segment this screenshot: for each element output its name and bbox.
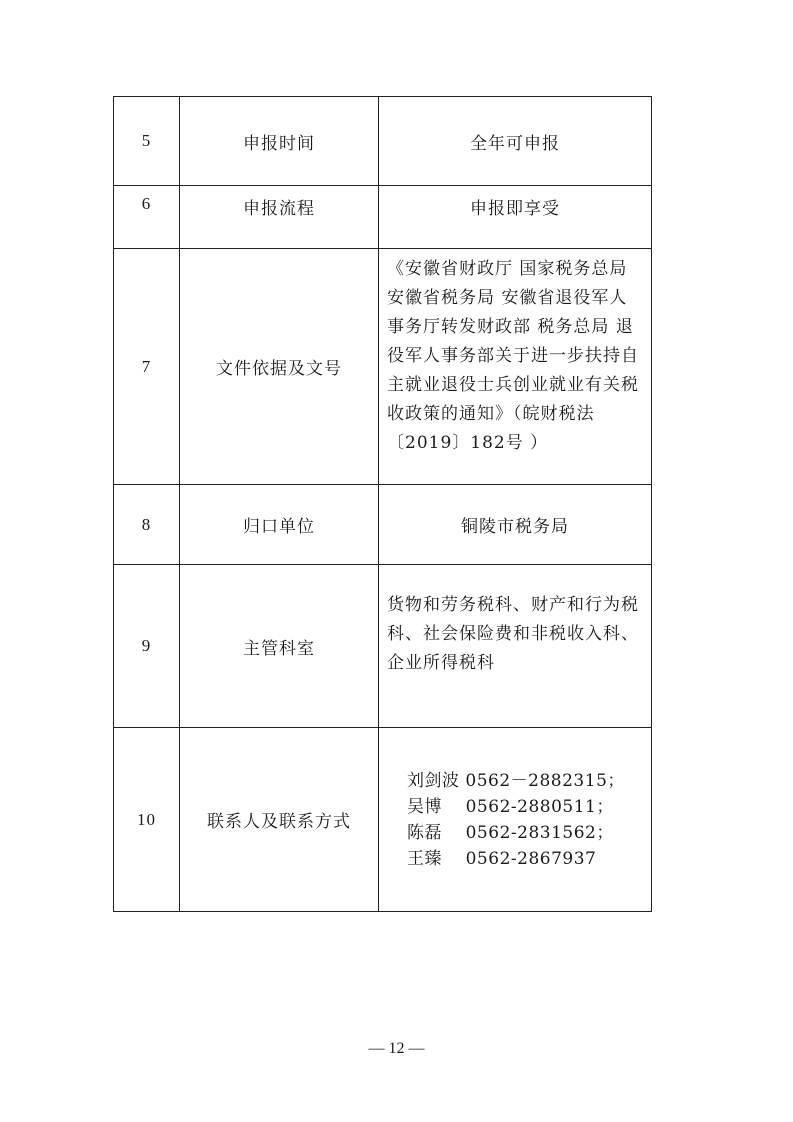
row-label: 申报流程 [180,186,379,249]
row-value: 申报即享受 [379,186,652,249]
row-number: 6 [114,186,180,249]
table-row [114,485,652,565]
contact-entry: 王臻 0562-2867937 [407,848,597,869]
table-row [114,565,652,728]
info-table [113,96,652,912]
row-value: 《安徽省财政厅 国家税务总局安徽省税务局 安徽省退役军人事务厅转发财政部 税务总局 退役军人事务部关于进一步扶持自主就业退役士兵创业就业有关税收政策的通知》（皖财税法〔2019〕182号 ） [379,249,652,485]
row-number: 7 [114,249,180,485]
row-value: 全年可申报 [379,97,652,186]
row-label: 文件依据及文号 [180,249,379,485]
row-label: 主管科室 [180,565,379,728]
contact-entry: 刘剑波 0562－2882315； [407,770,625,791]
contact-cell [379,728,652,912]
row-number: 5 [114,97,180,186]
page-number: — 12 — [368,1040,425,1057]
table-row [114,186,652,249]
table-row [114,97,652,186]
row-number: 9 [114,565,180,728]
row-number: 8 [114,485,180,565]
row-label: 归口单位 [180,485,379,565]
row-label: 申报时间 [180,97,379,186]
table-row [114,249,652,485]
contact-list [379,768,651,872]
row-label: 联系人及联系方式 [180,728,379,912]
row-value: 货物和劳务税科、财产和行为税科、社会保险费和非税收入科、企业所得税科 [379,565,652,728]
contact-entry: 陈磊 0562-2831562； [407,822,614,843]
table-row [114,728,652,912]
row-value: 铜陵市税务局 [379,485,652,565]
contact-entry: 吴博 0562-2880511； [407,796,614,817]
row-number: 10 [114,728,180,912]
